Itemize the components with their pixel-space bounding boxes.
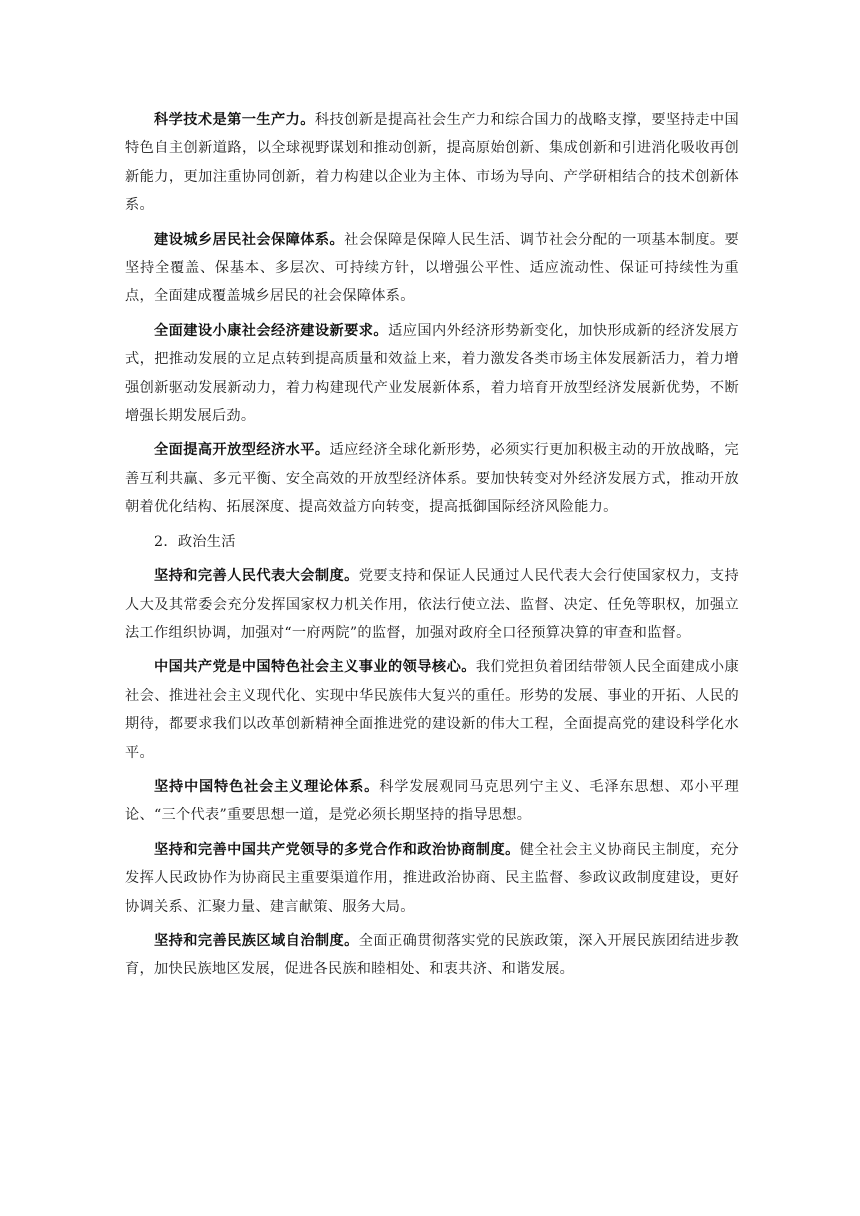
paragraph-body: 我们党担负着团结带领人民全面建成小康社会、推进社会主义现代化、实现中华民族伟大复兴的重任。形势的发展、事业的开拓、人民的期待，都要求我们以改革创新精神全面推进党的建设新的伟大工程，全面提高党的建设科学化水平。 [125,659,739,761]
paragraph-social-security [125,226,739,311]
paragraph-lead: 科学技术是第一生产力。 [154,112,315,128]
paragraph-theory-system [125,773,739,830]
paragraph-lead: 全面建设小康社会经济建设新要求。 [154,322,389,339]
paragraph-body: 健全社会主义协商民主制度，充分发挥人民政协作为协商民主重要渠道作用，推进政治协商、民主监督、参政议政制度建设，更好协调关系、汇聚力量、建言献策、服务大局。 [125,841,739,915]
paragraph-lead: 坚持和完善人民代表大会制度。 [154,568,359,585]
paragraph-party-leadership [125,653,739,767]
paragraph-body: 全面正确贯彻落实党的民族政策，深入开展民族团结进步教育，加快民族地区发展，促进各民族和睦相处、和衷共济、和谐发展。 [125,932,739,978]
document-body [125,106,739,990]
paragraph-economic-requirements [125,317,739,431]
paragraph-body: 适应经济全球化新形势，必须实行更加积极主动的开放战略，完善互利共赢、多元平衡、安全高效的开放型经济体系。要加快转变对外经济发展方式，推动开放朝着优化结构、拓展深度、提高效益方向转变，提高抵御国际经济风险能力。 [125,442,739,516]
paragraph-regional-autonomy [125,927,739,984]
paragraph-lead: 建设城乡居民社会保障体系。 [154,231,345,248]
paragraph-multiparty-cooperation [125,836,739,921]
paragraph-lead: 中国共产党是中国特色社会主义事业的领导核心。 [154,659,476,676]
paragraph-body: 科技创新是提高社会生产力和综合国力的战略支撑，要坚持走中国特色自主创新道路，以全球视野谋划和推动创新，提高原始创新、集成创新和引进消化吸收再创新能力，更加注重协同创新，着力构建以企业为主体、市场为导向、产学研相结合的技术创新体系。 [125,112,739,214]
paragraph-lead: 坚持和完善民族区域自治制度。 [154,932,359,949]
paragraph-body: 适应国内外经济形势新变化，加快形成新的经济发展方式，把推动发展的立足点转到提高质量和效益上来，着力激发各类市场主体发展新活力，着力增强创新驱动发展新动力，着力构建现代产业发展新体系，着力培育开放型经济发展新优势，不断增强长期发展后劲。 [125,322,739,425]
paragraph-lead: 坚持和完善中国共产党领导的多党合作和政治协商制度。 [154,841,520,858]
paragraph-body: 党要支持和保证人民通过人民代表大会行使国家权力，支持人大及其常委会充分发挥国家权力机关作用，依法行使立法、监督、决定、任免等职权，加强立法工作组织协调，加强对“一府两院”的监督，加强对政府全口径预算决算的审查和监督。 [125,568,739,641]
paragraph-open-economy [125,436,739,521]
paragraph-lead: 坚持中国特色社会主义理论体系。 [154,778,380,795]
paragraph-science-technology [125,106,739,220]
paragraph-body: 科学发展观同马克思列宁主义、毛泽东思想、邓小平理论、“三个代表”重要思想一道，是党必须长期坚持的指导思想。 [125,778,739,824]
paragraph-lead: 全面提高开放型经济水平。 [154,442,330,459]
paragraph-body: 社会保障是保障人民生活、调节社会分配的一项基本制度。要坚持全覆盖、保基本、多层次、可持续方针，以增强公平性、适应流动性、保证可持续性为重点，全面建成覆盖城乡居民的社会保障体系。 [125,231,739,305]
section-heading-political-life: 2．政治生活 [154,533,236,550]
paragraph-peoples-congress [125,562,739,647]
